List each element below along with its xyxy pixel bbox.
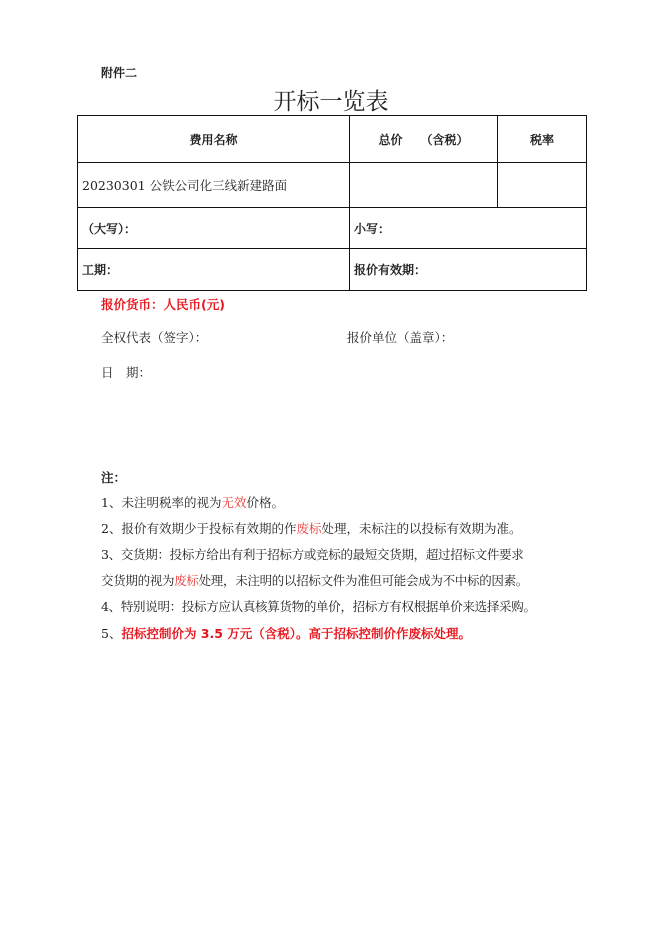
note-text: 价格。 [246, 495, 284, 510]
note-text: 5、 [101, 626, 122, 641]
attachment-label: 附件二 [101, 66, 138, 80]
bid-table [77, 115, 587, 291]
note-4: 4、特别说明：投标方应认真核算货物的单价，招标方有权根据单价来选择采购。 [101, 599, 536, 614]
amount-row [78, 208, 587, 249]
bidder-seal-label: 报价单位（盖章）： [347, 330, 454, 345]
quote-validity-label: 报价有效期： [350, 249, 587, 291]
note-text: 处理，未注明的以招标文件为准但可能会成为不中标的因素。 [198, 573, 529, 588]
note-3-continued [101, 571, 528, 589]
header-tax-rate: 税率 [498, 116, 587, 163]
period-row [78, 249, 587, 291]
lowercase-amount-label: 小写： [350, 208, 587, 249]
note-highlight: 招标控制价为 3.5 万元（含税）。高于招标控制价作废标处理。 [121, 626, 472, 641]
notes-title: 注： [101, 470, 127, 485]
representative-signature-label: 全权代表（签字）： [101, 330, 208, 345]
fee-name-cell: 20230301 公铁公司化三线新建路面 [78, 163, 350, 208]
total-price-cell[interactable] [350, 163, 498, 208]
header-fee-name: 费用名称 [78, 116, 350, 163]
note-text: 2、报价有效期少于投标有效期的作 [101, 521, 297, 536]
note-2 [101, 519, 522, 537]
uppercase-amount-label: （大写）： [78, 208, 350, 249]
note-highlight: 无效 [221, 495, 247, 510]
date-label: 日 期： [101, 365, 152, 380]
table-header-row [78, 116, 587, 163]
note-3: 3、交货期：投标方给出有利于招标方或竞标的最短交货期，超过招标文件要求 [101, 547, 524, 562]
currency-line: 报价货币：人民币(元) [101, 297, 225, 312]
note-text: 1、未注明税率的视为 [101, 495, 222, 510]
work-period-label: 工期： [78, 249, 350, 291]
note-text: 交货期的视为 [101, 573, 175, 588]
note-highlight: 废标 [174, 573, 199, 588]
header-total-price: 总价 （含税） [350, 116, 498, 163]
note-highlight: 废标 [296, 521, 322, 536]
page-title: 开标一览表 [273, 89, 389, 115]
note-1 [101, 493, 284, 511]
note-5 [101, 624, 471, 642]
tax-rate-cell[interactable] [498, 163, 587, 208]
note-text: 处理，未标注的以投标有效期为准。 [321, 521, 522, 536]
table-row [78, 163, 587, 208]
